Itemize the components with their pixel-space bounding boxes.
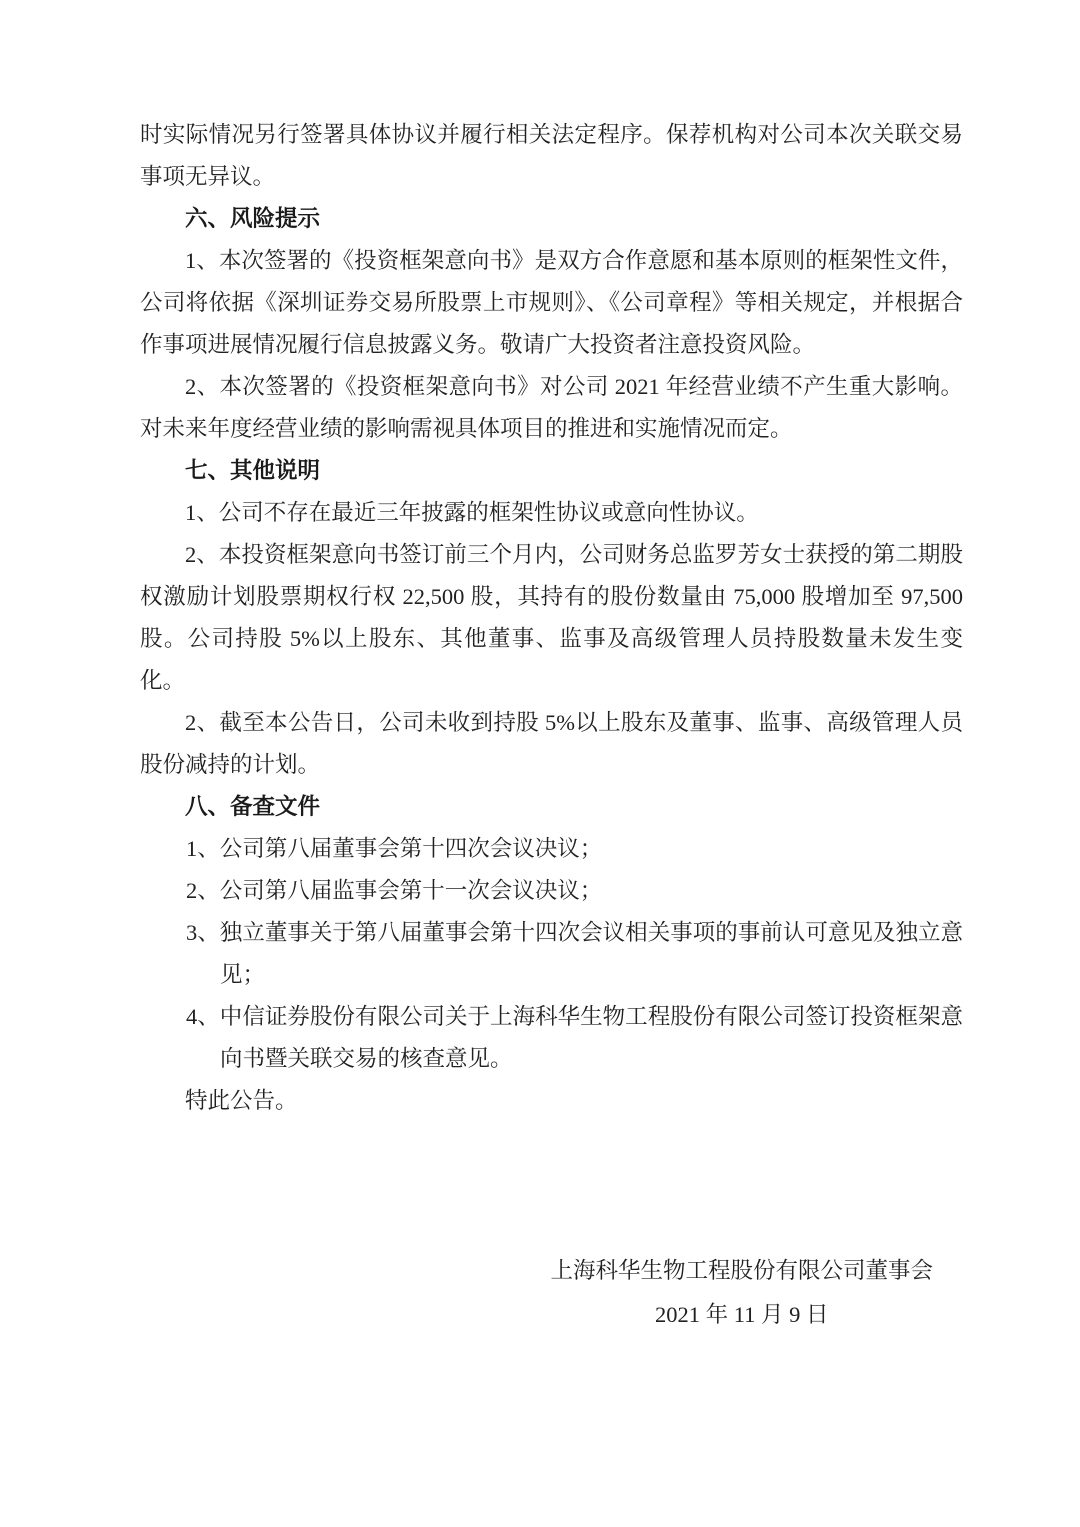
list-item: 1、公司第八届董事会第十四次会议决议； xyxy=(186,836,603,861)
section-heading-other-notes: 七、其他说明 xyxy=(185,458,321,483)
signature-company: 上海科华生物工程股份有限公司董事会 xyxy=(550,1258,933,1283)
announcement-body xyxy=(140,114,963,1338)
list-item: 3、独立董事关于第八届董事会第十四次会议相关事项的事前认可意见及独立意见； xyxy=(186,920,963,987)
paragraph: 2、截至本公告日，公司未收到持股 5%以上股东及董事、监事、高级管理人员股份减持的计划。 xyxy=(140,710,963,777)
list-item: 2、公司第八届监事会第十一次会议决议； xyxy=(186,878,603,903)
closing-statement: 特此公告。 xyxy=(185,1088,298,1113)
signature-block xyxy=(140,1250,963,1338)
paragraph: 1、本次签署的《投资框架意向书》是双方合作意愿和基本原则的框架性文件，公司将依据《深圳证券交易所股票上市规则》、《公司章程》等相关规定，并根据合作事项进展情况履行信息披露义务。敬请广大投资者注意投资风险。 xyxy=(140,248,963,357)
paragraph: 1、公司不存在最近三年披露的框架性协议或意向性协议。 xyxy=(185,500,759,525)
section-heading-reference-documents: 八、备查文件 xyxy=(185,794,321,819)
list-item: 4、中信证券股份有限公司关于上海科华生物工程股份有限公司签订投资框架意向书暨关联交易的核查意见。 xyxy=(186,1004,963,1071)
section-heading-risk-notice: 六、风险提示 xyxy=(185,206,321,231)
intro-paragraph: 时实际情况另行签署具体协议并履行相关法定程序。保荐机构对公司本次关联交易事项无异议。 xyxy=(140,122,963,189)
paragraph: 2、本投资框架意向书签订前三个月内，公司财务总监罗芳女士获授的第二期股权激励计划股票期权行权 22,500 股，其持有的股份数量由 75,000 股增加至 97,500 股。公司持股 5%以上股东、其他董事、监事及高级管理人员持股数量未发生变化。 xyxy=(140,542,963,693)
signature-date: 2021 年 11 月 9 日 xyxy=(654,1302,829,1327)
reference-document-list xyxy=(140,828,963,1080)
paragraph: 2、本次签署的《投资框架意向书》对公司 2021 年经营业绩不产生重大影响。对未来年度经营业绩的影响需视具体项目的推进和实施情况而定。 xyxy=(140,374,963,441)
